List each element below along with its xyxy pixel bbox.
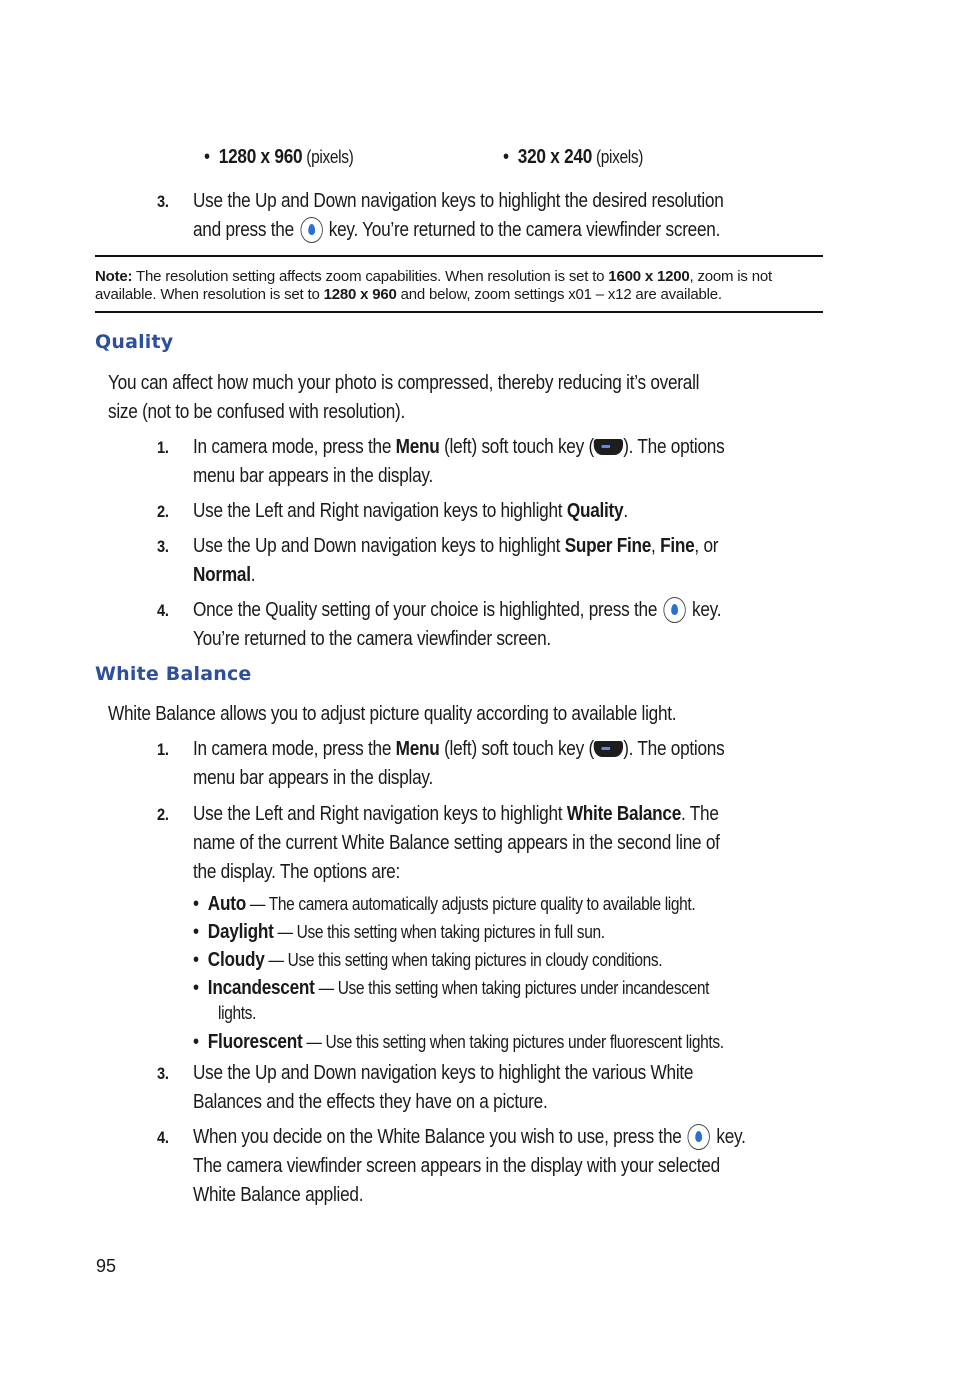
step-text-part: In camera mode, press the: [193, 738, 396, 760]
step-text-part: (left) soft touch key (: [439, 738, 594, 760]
note-bold: 1280 x 960: [323, 286, 397, 303]
step-bold: White Balance: [566, 803, 682, 825]
step-text: name of the current White Balance setting appears in the second line of: [193, 832, 720, 854]
note-bottom-rule: [95, 311, 823, 313]
note-bold: 1600 x 1200: [608, 268, 690, 285]
resolution-unit: (pixels): [302, 147, 354, 167]
option-name: Cloudy: [207, 949, 265, 971]
left-soft-key-icon: [594, 741, 623, 757]
step-text: Use the Up and Down navigation keys to highlight the desired resolution: [193, 190, 724, 212]
resolution-value: 320 x 240: [517, 146, 593, 168]
step-number: 3.: [157, 1064, 169, 1083]
step-text-part: key.: [687, 599, 722, 621]
step-text: [193, 800, 719, 829]
option-name: Fluorescent: [207, 1031, 303, 1053]
step-text-part: Once the Quality setting of your choice is highlighted, press the: [193, 599, 662, 621]
step-number: 2.: [157, 805, 169, 824]
step-text-part: . The: [681, 803, 719, 825]
step-text-part: , or: [694, 535, 719, 557]
bullet-dot: •: [193, 921, 199, 943]
step-number: 1.: [157, 740, 169, 759]
step-number: 3.: [157, 192, 169, 211]
page-number: 95: [96, 1256, 117, 1276]
option-desc: lights.: [218, 1003, 257, 1023]
option-name: Incandescent: [207, 977, 315, 999]
option-desc: — Use this setting when taking pictures in full sun.: [273, 922, 605, 942]
step-text-part: Use the Left and Right navigation keys to highlight: [193, 500, 567, 522]
ok-key-icon: [300, 217, 322, 243]
option-name: Auto: [207, 893, 246, 915]
bullet-dot: •: [193, 977, 199, 999]
step-text: menu bar appears in the display.: [193, 465, 434, 487]
step-text: Use the Up and Down navigation keys to highlight the various White: [193, 1062, 694, 1084]
step-text: [193, 497, 628, 526]
option-name: Daylight: [207, 921, 274, 943]
step-text-part: .: [623, 500, 628, 522]
step-number: 4.: [157, 1128, 169, 1147]
bullet-dot: •: [193, 1031, 199, 1053]
paragraph: You can affect how much your photo is compressed, thereby reducing it’s overall: [108, 372, 700, 394]
step-bold: Menu: [395, 436, 440, 458]
step-text-part: Use the Up and Down navigation keys to highlight: [193, 535, 565, 557]
bullet-dot: •: [193, 949, 199, 971]
step-bold: Fine: [660, 535, 695, 557]
step-number: 4.: [157, 601, 169, 620]
option-desc: — Use this setting when taking pictures under fluorescent lights.: [302, 1032, 724, 1052]
step-text: White Balance applied.: [193, 1184, 364, 1206]
step-bold: Menu: [395, 738, 440, 760]
step-number: 2.: [157, 502, 169, 521]
option-item: [193, 946, 662, 975]
bullet-item: [503, 143, 643, 172]
step-text: [193, 433, 724, 462]
option-item: [193, 1028, 724, 1057]
note-text: , zoom is not: [689, 268, 772, 285]
step-text-part: In camera mode, press the: [193, 436, 396, 458]
note-text: The resolution setting affects zoom capabilities. When resolution is set to: [132, 268, 609, 285]
step-text-part: When you decide on the White Balance you wish to use, press the: [193, 1126, 687, 1148]
option-desc: — Use this setting when taking pictures under incandescent: [314, 978, 710, 998]
option-item: [193, 890, 695, 919]
bullet-dot: •: [193, 893, 199, 915]
step-bold: Normal: [193, 564, 251, 586]
option-desc: — Use this setting when taking pictures in cloudy conditions.: [264, 950, 663, 970]
paragraph: size (not to be confused with resolution).: [108, 401, 406, 423]
bullet-item: [204, 143, 353, 172]
left-soft-key-icon: [594, 439, 623, 455]
section-heading-white-balance: White Balance: [95, 663, 252, 685]
step-text-part: key. You’re returned to the camera viewfinder screen.: [324, 219, 721, 241]
note-label: Note:: [95, 268, 133, 285]
step-text: [193, 735, 724, 764]
step-text-part: Use the Left and Right navigation keys to highlight: [193, 803, 567, 825]
step-bold: Quality: [566, 500, 624, 522]
option-desc: — The camera automatically adjusts picture quality to available light.: [245, 894, 696, 914]
step-number: 1.: [157, 438, 169, 457]
section-heading-quality: Quality: [95, 331, 174, 353]
bullet-dot: •: [204, 146, 210, 168]
ok-key-icon: [688, 1124, 710, 1150]
paragraph: White Balance allows you to adjust picture quality according to available light.: [108, 703, 677, 725]
note-top-rule: [95, 255, 823, 257]
step-text-part: ). The options: [623, 436, 725, 458]
step-text-part: ,: [651, 535, 661, 557]
step-text: You’re returned to the camera viewfinder screen.: [193, 628, 551, 650]
note: [95, 268, 823, 304]
option-item: [193, 918, 605, 947]
step-text-part: ). The options: [623, 738, 725, 760]
step-text: menu bar appears in the display.: [193, 767, 434, 789]
step-text: [193, 216, 720, 245]
step-number: 3.: [157, 537, 169, 556]
step-text: [193, 1123, 746, 1152]
note-text: and below, zoom settings x01 – x12 are available.: [396, 286, 722, 303]
ok-key-icon: [663, 597, 685, 623]
step-text-part: and press the: [193, 219, 294, 241]
option-item: [193, 974, 709, 1003]
note-text: available. When resolution is set to: [95, 286, 324, 303]
step-text: Balances and the effects they have on a picture.: [193, 1091, 548, 1113]
step-text-part: key.: [711, 1126, 746, 1148]
step-text-part: .: [250, 564, 256, 586]
bullet-dot: •: [503, 146, 509, 168]
step-text: the display. The options are:: [193, 861, 401, 883]
step-text: [193, 532, 718, 561]
step-bold: Super Fine: [564, 535, 652, 557]
resolution-value: 1280 x 960: [218, 146, 303, 168]
step-text: [193, 561, 255, 590]
step-text-part: (left) soft touch key (: [439, 436, 594, 458]
step-text: [193, 596, 721, 625]
step-text: The camera viewfinder screen appears in the display with your selected: [193, 1155, 720, 1177]
resolution-unit: (pixels): [592, 147, 644, 167]
